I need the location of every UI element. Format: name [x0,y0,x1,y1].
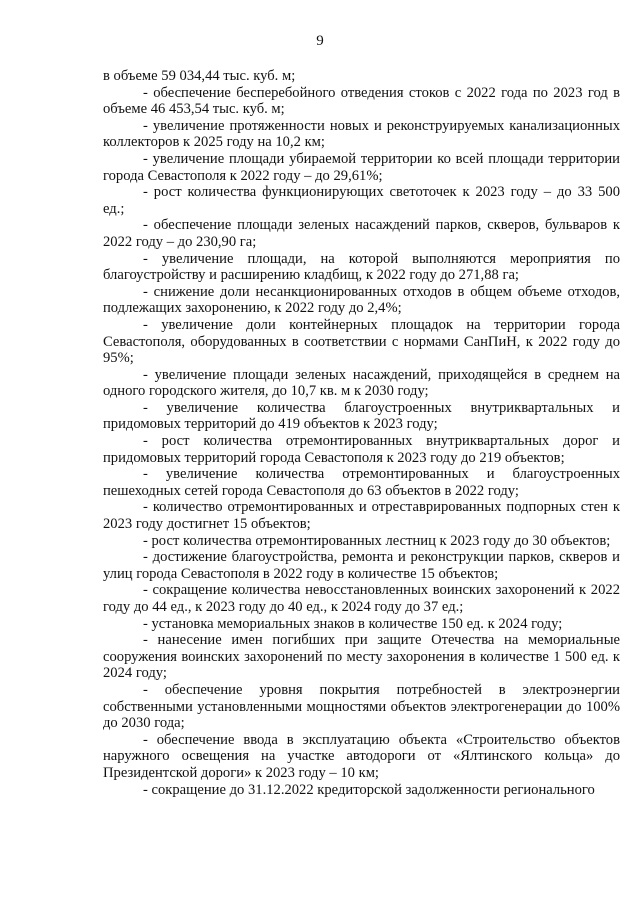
paragraph: - обеспечение бесперебойного отведения стоков с 2022 года по 2023 год в объеме 46 453,54 тыс. куб. м; [103,84,620,118]
paragraph: - обеспечение уровня покрытия потребностей в электроэнергии собственными установленными мощностями объектов электрогенерации до 100% до 2030 года; [103,681,620,732]
paragraph: - рост количества отремонтированных внутриквартальных дорог и придомовых территорий города Севастополя к 2023 году до 219 объектов; [103,433,620,466]
paragraph: - увеличение доли контейнерных площадок на территории города Севастополя, оборудованных в соответствии с нормами СанПиН, к 2022 году до 95%; [103,316,620,367]
paragraph: - количество отремонтированных и отреставрированных подпорных стен к 2023 году достигнет 15 объектов; [103,499,620,533]
paragraph: - сокращение до 31.12.2022 кредиторской задолженности регионального [143,781,595,798]
paragraph: - увеличение площади убираемой территории ко всей площади территории города Севастополя к 2022 году – до 29,61%; [103,150,620,184]
paragraph: в объеме 59 034,44 тыс. куб. м; [103,68,296,84]
paragraph: - нанесение имен погибших при защите Отечества на мемориальные сооружения воинских захоронений по месту захоронения в количестве 1 500 ед. к 2024 году; [103,632,620,682]
paragraph: - увеличение площади зеленых насаждений, приходящейся в среднем на одного городского жителя, до 10,7 кв. м к 2030 году; [103,366,620,400]
paragraph: - рост количества функционирующих светоточек к 2023 году – до 33 500 ед.; [103,184,620,217]
paragraph: - увеличение протяженности новых и реконструируемых канализационных коллекторов к 2025 году на 10,2 км; [103,117,620,151]
paragraph: - увеличение площади, на которой выполняются мероприятия по благоустройству и расширению кладбищ, к 2022 году до 271,88 га; [103,250,620,284]
paragraph: - рост количества отремонтированных лестниц к 2023 году до 30 объектов; [143,532,611,549]
paragraph: - обеспечение ввода в эксплуатацию объекта «Строительство объектов наружного освещения на участке автодороги от «Ялтинского кольца» до Президентской дороги» к 2023 году – 10 км; [103,731,620,781]
paragraph: - сокращение количества невосстановленных воинских захоронений к 2022 году до 44 ед., к 2023 году до 40 ед., к 2024 году до 37 ед.; [103,582,620,615]
document-body [103,68,620,798]
paragraph: - установка мемориальных знаков в количестве 150 ед. к 2024 году; [143,615,563,632]
paragraph: - снижение доли несанкционированных отходов в общем объеме отходов, подлежащих захоронению, к 2022 году до 2,4%; [103,283,620,317]
paragraph: - обеспечение площади зеленых насаждений парков, скверов, бульваров к 2022 году – до 230,90 га; [103,217,620,250]
page-number: 9 [316,33,324,49]
paragraph: - увеличение количества отремонтированных и благоустроенных пешеходных сетей города Севастополя до 63 объектов в 2022 году; [103,466,620,499]
paragraph: - достижение благоустройства, ремонта и реконструкции парков, скверов и улиц города Севастополя в 2022 году в количестве 15 объектов; [103,549,620,582]
paragraph: - увеличение количества благоустроенных внутриквартальных и придомовых территорий до 419 объектов к 2023 году; [103,399,620,433]
